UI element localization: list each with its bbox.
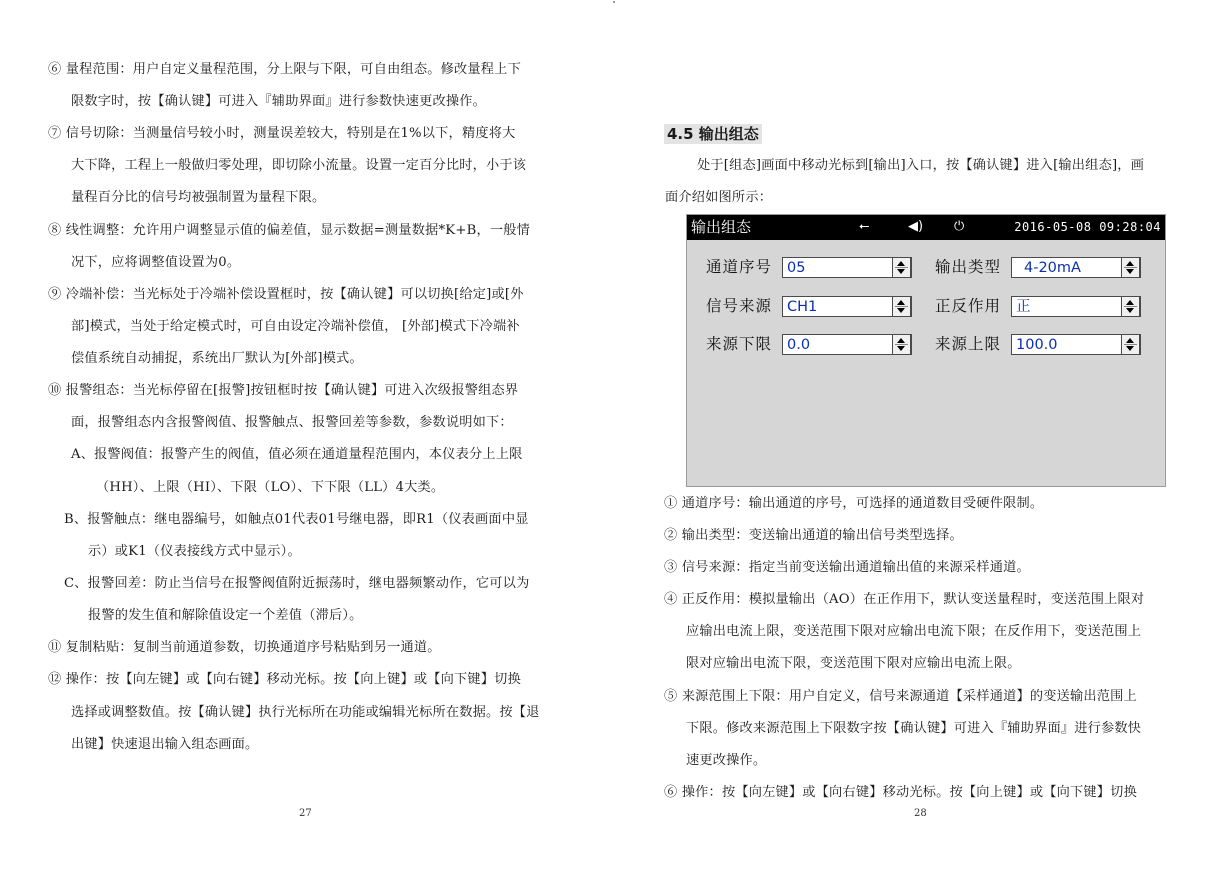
text-line: ⑤ 来源范围上下限：用户自定义，信号来源通道【采样通道】的变送输出范围上 [664,689,1137,704]
text-line: ① 通道序号：输出通道的序号，可选择的通道数目受硬件限制。 [664,496,1044,511]
power-icon: ⏻ [954,219,965,234]
output-type-field[interactable] [1011,257,1141,278]
text-line: A、报警阀值：报警产生的阀值，值必须在通道量程范围内，本仪表分上上限 [71,447,523,462]
usb-icon: ⭠ [859,219,870,234]
text-line: C、报警回差：防止当信号在报警阀值附近振荡时，继电器频繁动作，它可以为 [64,576,530,591]
text-line: 偿值系统自动捕捉，系统出厂默认为[外部]模式。 [71,351,363,366]
text-line: B、报警触点：继电器编号，如触点01代表01号继电器，即R1（仪表画面中显 [64,512,529,527]
field-value: 05 [787,260,806,276]
field-label-channel: 通道序号 [706,258,773,276]
field-value: 4-20mA [1024,260,1081,276]
text-line: ② 输出类型：变送输出通道的输出信号类型选择。 [664,528,963,543]
screen-datetime: 2016-05-08 09:28:04 [1014,220,1161,234]
text-line: ④ 正反作用：模拟量输出（AO）在正作用下，默认变送量程时，变送范围上限对 [664,592,1145,607]
source-lower-limit-field[interactable] [782,334,912,355]
text-line: 报警的发生值和解除值设定一个差值（滞后）。 [88,608,363,623]
text-line: 示）或K1（仪表接线方式中显示）。 [88,544,301,559]
text-line: 大下降，工程上一般做归零处理，即切除小流量。设置一定百分比时，小于该 [71,158,527,173]
text-line: （HH）、上限（HI）、下限（LO）、下下限（LL）4大类。 [96,480,445,495]
field-label-source-upper: 来源上限 [935,335,1002,353]
text-line: ⑥ 量程范围：用户自定义量程范围，分上限与下限，可自由组态。修改量程上下 [48,62,521,77]
field-label-output-type: 输出类型 [935,258,1002,276]
field-value: 100.0 [1016,337,1058,353]
page-number: 27 [299,808,312,819]
signal-source-field[interactable] [782,296,912,317]
text-line: ⑩ 报警组态：当光标停留在[报警]按钮框时按【确认键】可进入次级报警组态界 [48,383,519,398]
text-line: ⑦ 信号切除：当测量信号较小时，测量误差较大，特别是在1%以下，精度将大 [48,126,516,141]
field-value: 0.0 [787,337,811,353]
spinner-icon[interactable] [892,257,911,278]
text-line: 部]模式，当处于给定模式时，可自由设定冷端补偿值， [外部]模式下冷端补 [71,319,520,334]
text-line: 选择或调整数值。按【确认键】执行光标所在功能或编辑光标所在数据。按【退 [71,705,540,720]
field-value: CH1 [787,299,818,315]
text-line: 限数字时，按【确认键】可进入『辅助界面』进行参数快速更改操作。 [71,94,487,109]
text-line: 应输出电流上限，变送范围下限对应输出电流下限；在反作用下，变送范围上 [686,624,1142,639]
source-upper-limit-field[interactable] [1011,334,1141,355]
text-line: 量程百分比的信号均被强制置为量程下限。 [71,190,326,205]
page-number: 28 [914,808,927,819]
spinner-icon[interactable] [1121,334,1140,355]
spinner-icon[interactable] [892,296,911,317]
section-title: 4.5 输出组态 [664,124,762,144]
text-line: 下限。修改来源范围上下限数字按【确认键】可进入『辅助界面』进行参数快 [686,721,1142,736]
spinner-icon[interactable] [1121,296,1140,317]
text-line: ⑪ 复制粘贴：复制当前通道参数，切换通道序号粘贴到另一通道。 [48,640,441,655]
text-line: 况下，应将调整值设置为0。 [71,255,241,270]
text-line: ⑫ 操作：按【向左键】或【向右键】移动光标。按【向上键】或【向下键】切换 [48,672,521,687]
text-line: 出键】快速退出输入组态画面。 [71,737,259,752]
spinner-icon[interactable] [1121,257,1140,278]
text-line: 面介绍如图所示： [665,190,773,205]
action-direction-field[interactable] [1011,296,1141,317]
output-config-screen [686,214,1166,487]
text-line: ③ 信号来源：指定当前变送输出通道输出值的来源采样通道。 [664,560,1030,575]
text-line: 速更改操作。 [686,753,767,768]
channel-number-field[interactable] [782,257,912,278]
screen-title: 输出组态 [691,218,752,236]
screen-titlebar [687,215,1165,240]
field-label-signal-source: 信号来源 [706,297,773,315]
text-line: 处于[组态]画面中移动光标到[输出]入口，按【确认键】进入[输出组态]，画 [697,158,1145,173]
text-line: 限对应输出电流下限，变送范围下限对应输出电流上限。 [686,656,1021,671]
text-line: ⑥ 操作：按【向左键】或【向右键】移动光标。按【向上键】或【向下键】切换 [664,785,1137,800]
field-label-source-lower: 来源下限 [706,335,773,353]
speaker-icon: ◀) [908,219,924,234]
spinner-icon[interactable] [892,334,911,355]
field-value: 正 [1016,299,1031,315]
text-line: ⑨ 冷端补偿：当光标处于冷端补偿设置框时，按【确认键】可以切换[给定]或[外 [48,287,524,302]
field-label-action: 正反作用 [935,297,1002,315]
text-line: 面，报警组态内含报警阀值、报警触点、报警回差等参数，参数说明如下： [71,415,513,430]
text-line: ⑧ 线性调整：允许用户调整显示值的偏差值，显示数据=测量数据*K+B，一般情 [48,223,531,238]
